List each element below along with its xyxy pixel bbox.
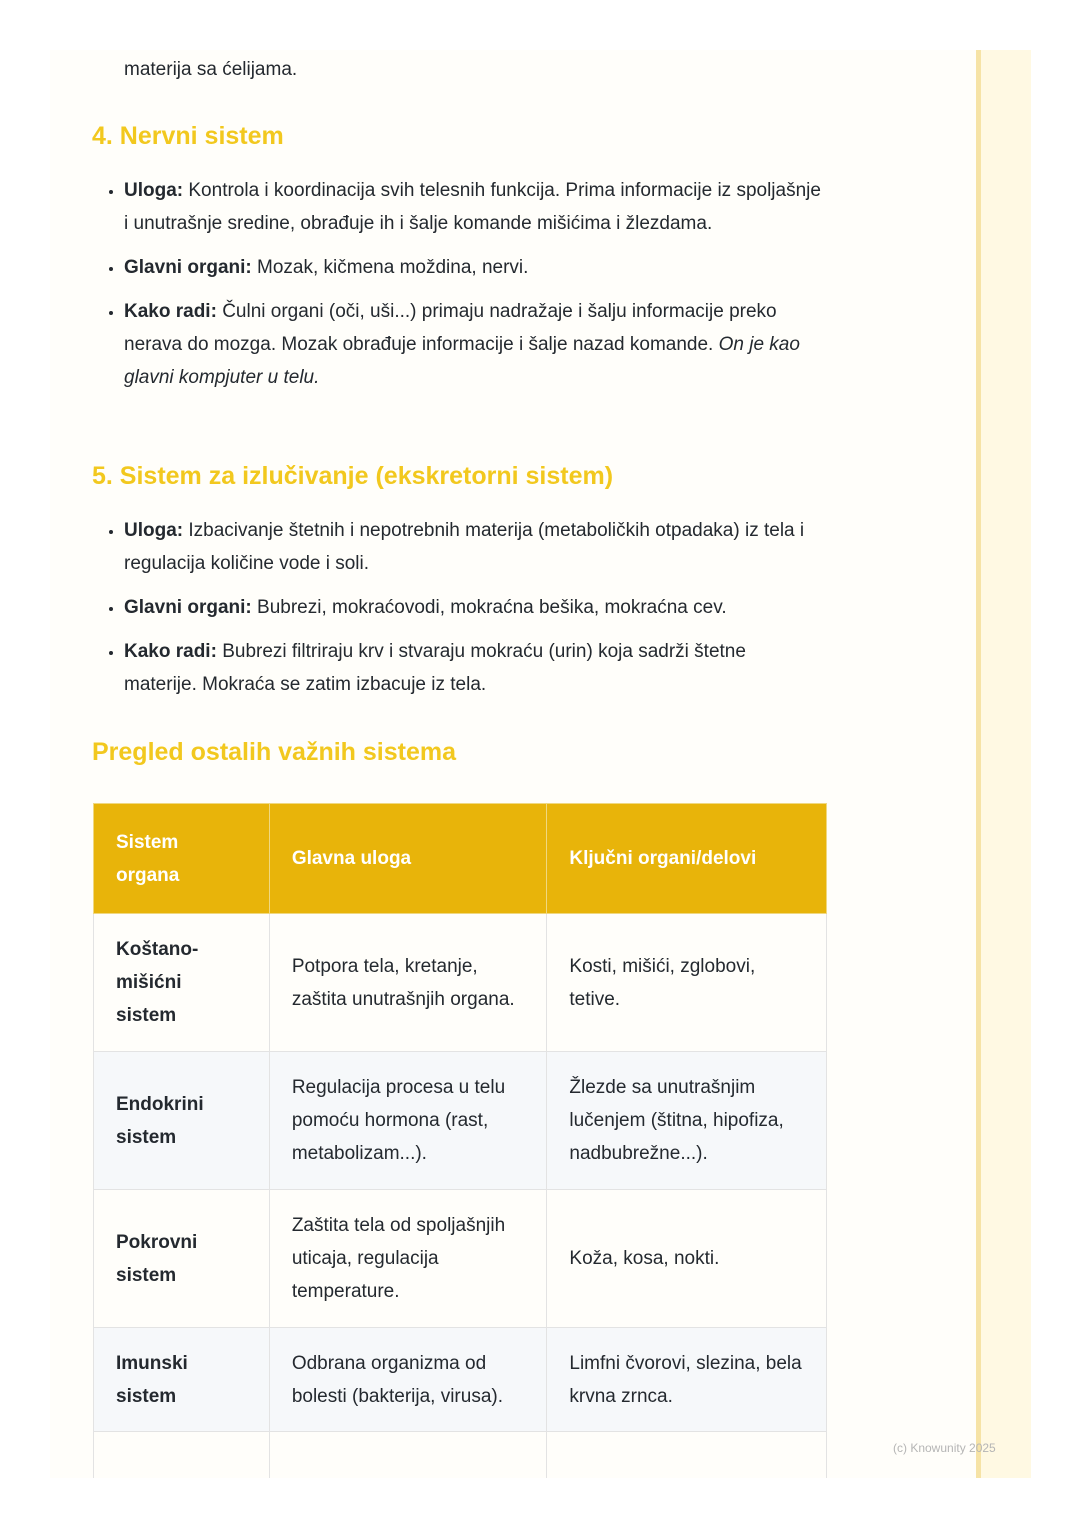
section-heading: Pregled ostalih važnih sistema: [92, 738, 457, 766]
copyright-footer: (c) Knowunity 2025: [893, 1441, 996, 1455]
cell: Imunski sistem: [94, 1328, 270, 1432]
cell: Odbrana organizma od bolesti (bakterija, virusa).: [269, 1328, 547, 1432]
cell: Koža, kosa, nokti.: [547, 1190, 827, 1328]
document-page: [50, 50, 976, 1478]
column-header: Sistem organa: [94, 804, 270, 914]
cell: Koštano-mišićni sistem: [94, 914, 270, 1052]
table-header-row: [94, 804, 827, 914]
cell: Žlezde sa unutrašnjim lučenjem (štitna, hipofiza, nadbubrežne...).: [547, 1052, 827, 1190]
list-item: • Kako radi: Čulni organi (oči, uši...) primaju nadražaje i šalju informacije preko nerava do mozga. Mozak obrađuje informacije i šalje nazad komande. On je kao glavni kompjuter u telu.: [124, 295, 824, 394]
margin-panel: [981, 50, 1031, 1478]
list-item: • Uloga: Kontrola i koordinacija svih telesnih funkcija. Prima informacije iz spoljašnje i unutrašnje sredine, obrađuje ih i šalje komande mišićima i žlezdama.: [124, 174, 824, 240]
list-item: • Glavni organi: Bubrezi, mokraćovodi, mokraćna bešika, mokraćna cev.: [124, 591, 824, 624]
section-heading: 5. Sistem za izlučivanje (ekskretorni sistem): [92, 462, 614, 490]
list-item: • Uloga: Izbacivanje štetnih i nepotrebnih materija (metaboličkih otpadaka) iz tela i regulacija količine vode i soli.: [124, 514, 824, 580]
table-row-empty: [94, 1432, 827, 1479]
cell: Limfni čvorovi, slezina, bela krvna zrnca.: [547, 1328, 827, 1432]
table-row: [94, 1328, 827, 1432]
bullet-list: [92, 174, 824, 405]
cell: Pokrovni sistem: [94, 1190, 270, 1328]
paragraph-continuation: materija sa ćelijama.: [124, 59, 298, 80]
column-header: Ključni organi/delovi: [547, 804, 827, 914]
overview-table: [93, 803, 827, 1478]
section-heading: 4. Nervni sistem: [92, 122, 284, 150]
table-row: [94, 1052, 827, 1190]
cell: Zaštita tela od spoljašnjih uticaja, regulacija temperature.: [269, 1190, 547, 1328]
column-header: Glavna uloga: [269, 804, 547, 914]
bullet-list: [92, 514, 824, 712]
cell: Endokrini sistem: [94, 1052, 270, 1190]
cell: Regulacija procesa u telu pomoću hormona (rast, metabolizam...).: [269, 1052, 547, 1190]
list-item: • Kako radi: Bubrezi filtriraju krv i stvaraju mokraću (urin) koja sadrži štetne materije. Mokraća se zatim izbacuje iz tela.: [124, 635, 824, 701]
cell: Potpora tela, kretanje, zaštita unutrašnjih organa.: [269, 914, 547, 1052]
list-item: • Glavni organi: Mozak, kičmena moždina, nervi.: [124, 251, 824, 284]
table-row: [94, 914, 827, 1052]
cell: Kosti, mišići, zglobovi, tetive.: [547, 914, 827, 1052]
table-row: [94, 1190, 827, 1328]
